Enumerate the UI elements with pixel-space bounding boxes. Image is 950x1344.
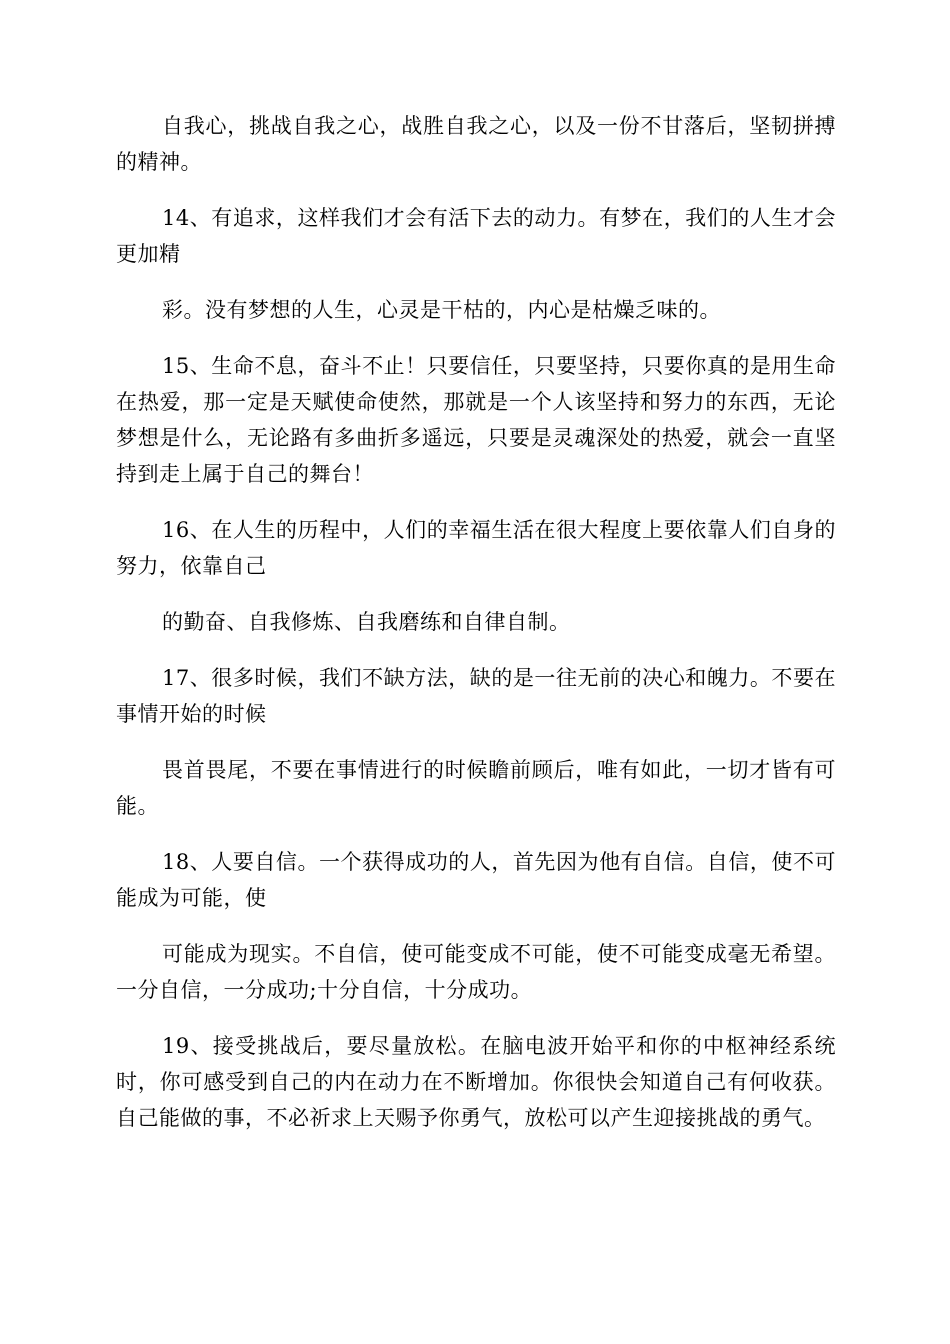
paragraph: 16、在人生的历程中，人们的幸福生活在很大程度上要依靠人们自身的努力，依靠自己 bbox=[116, 518, 836, 578]
paragraph: 自我心，挑战自我之心，战胜自我之心，以及一份不甘落后，坚韧拼搏的精神。 bbox=[116, 114, 836, 174]
paragraph: 可能成为现实。不自信，使可能变成不可能，使不可能变成毫无希望。一分自信，一分成功;十分自信，十分成功。 bbox=[116, 942, 836, 1002]
paragraph: 18、人要自信。一个获得成功的人，首先因为他有自信。自信，使不可能成为可能，使 bbox=[116, 850, 836, 910]
paragraph: 彩。没有梦想的人生，心灵是干枯的，内心是枯燥乏味的。 bbox=[162, 298, 721, 322]
paragraph: 19、接受挑战后，要尽量放松。在脑电波开始平和你的中枢神经系统时，你可感受到自己的内在动力在不断增加。你很快会知道自己有何收获。自己能做的事，不必祈求上天赐予你勇气，放松可以产生迎接挑战的勇气。 bbox=[116, 1034, 836, 1130]
paragraph: 14、有追求，这样我们才会有活下去的动力。有梦在，我们的人生才会更加精 bbox=[116, 206, 836, 266]
paragraph: 畏首畏尾，不要在事情进行的时候瞻前顾后，唯有如此，一切才皆有可能。 bbox=[116, 758, 836, 818]
paragraph: 的勤奋、自我修炼、自我磨练和自律自制。 bbox=[162, 610, 571, 634]
document-body bbox=[116, 108, 836, 1156]
paragraph: 17、很多时候，我们不缺方法，缺的是一往无前的决心和魄力。不要在事情开始的时候 bbox=[116, 666, 836, 726]
paragraph: 15、生命不息，奋斗不止！只要信任，只要坚持，只要你真的是用生命在热爱，那一定是天赋使命使然，那就是一个人该坚持和努力的东西，无论梦想是什么，无论路有多曲折多遥远，只要是灵魂深处的热爱，就会一直坚持到走上属于自己的舞台！ bbox=[116, 354, 836, 486]
